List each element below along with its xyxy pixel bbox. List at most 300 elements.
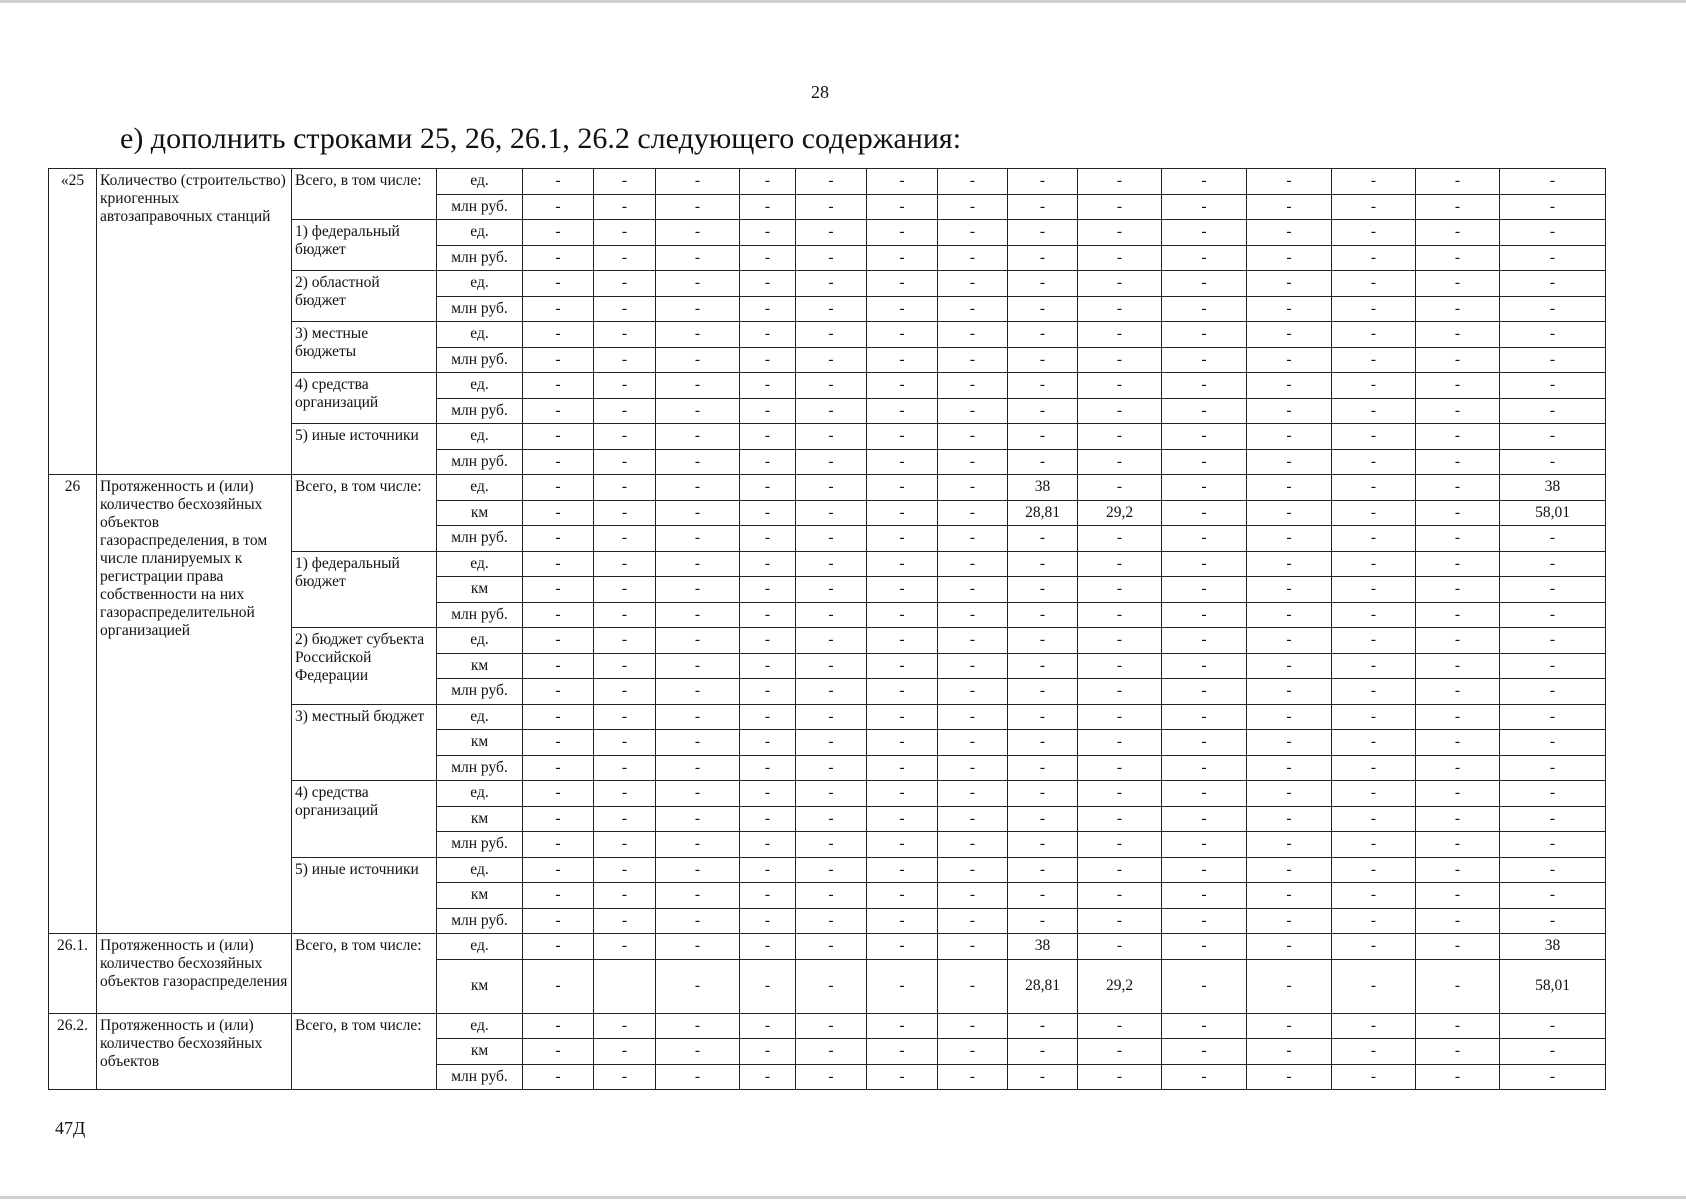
value-cell: - (1162, 730, 1247, 756)
unit-cell: млн руб. (437, 398, 523, 424)
value-cell: - (740, 373, 796, 399)
value-cell: - (523, 373, 594, 399)
value-cell: - (1500, 730, 1606, 756)
value-cell: - (523, 271, 594, 297)
value-cell: - (656, 730, 740, 756)
value-cell: - (1500, 857, 1606, 883)
value-cell: - (938, 653, 1008, 679)
value-cell: - (796, 602, 867, 628)
value-cell: - (523, 220, 594, 246)
value-cell: - (1162, 1013, 1247, 1039)
value-cell: - (867, 781, 938, 807)
value-cell: - (1247, 220, 1332, 246)
value-cell: - (1332, 194, 1416, 220)
value-cell: - (1078, 628, 1162, 654)
value-cell: - (796, 271, 867, 297)
value-cell: - (796, 322, 867, 348)
value-cell: - (1078, 577, 1162, 603)
value-cell: - (740, 1064, 796, 1090)
value-cell: - (1332, 755, 1416, 781)
value-cell: - (1416, 832, 1500, 858)
value-cell: - (1500, 806, 1606, 832)
value-cell: - (656, 806, 740, 832)
value-cell: - (740, 1013, 796, 1039)
value-cell: - (1008, 730, 1078, 756)
value-cell: - (740, 169, 796, 195)
value-cell: - (594, 424, 656, 450)
value-cell: - (1500, 781, 1606, 807)
value-cell: - (523, 449, 594, 475)
value-cell: - (1008, 245, 1078, 271)
value-cell: - (1008, 577, 1078, 603)
value-cell: - (1332, 373, 1416, 399)
value-cell: - (796, 245, 867, 271)
value-cell: - (1247, 883, 1332, 909)
value-cell: - (1247, 908, 1332, 934)
value-cell: - (594, 398, 656, 424)
value-cell: - (1008, 220, 1078, 246)
value-cell: - (796, 500, 867, 526)
value-cell: - (867, 1039, 938, 1065)
value-cell: - (867, 398, 938, 424)
value-cell: - (594, 602, 656, 628)
funding-source: 3) местные бюджеты (292, 322, 437, 373)
value-cell: - (1500, 679, 1606, 705)
value-cell: - (1162, 373, 1247, 399)
value-cell: - (523, 602, 594, 628)
value-cell: - (867, 755, 938, 781)
value-cell: - (867, 169, 938, 195)
unit-cell: ед. (437, 1013, 523, 1039)
value-cell: - (656, 934, 740, 960)
page-number: 28 (811, 82, 829, 102)
value-cell: - (1008, 857, 1078, 883)
value-cell: - (523, 398, 594, 424)
value-cell: - (1078, 602, 1162, 628)
value-cell: - (867, 577, 938, 603)
unit-cell: ед. (437, 424, 523, 450)
value-cell: - (594, 628, 656, 654)
value-cell: - (1247, 628, 1332, 654)
value-cell: - (1416, 194, 1500, 220)
value-cell: - (1247, 832, 1332, 858)
value-cell: - (1500, 755, 1606, 781)
value-cell: - (1078, 322, 1162, 348)
value-cell: - (656, 194, 740, 220)
value-cell: - (523, 245, 594, 271)
value-cell: - (656, 1064, 740, 1090)
value-cell: - (1500, 883, 1606, 909)
value-cell: - (1416, 475, 1500, 501)
value-cell: - (594, 577, 656, 603)
value-cell: - (656, 271, 740, 297)
value-cell: - (656, 959, 740, 1013)
value-cell: - (1008, 628, 1078, 654)
value-cell: - (1500, 551, 1606, 577)
value-cell: - (867, 296, 938, 322)
value-cell: - (796, 475, 867, 501)
value-cell: - (740, 908, 796, 934)
value-cell: - (1332, 449, 1416, 475)
value-cell: - (1008, 653, 1078, 679)
value-cell: 38 (1008, 934, 1078, 960)
value-cell: - (1078, 1064, 1162, 1090)
value-cell: - (867, 220, 938, 246)
value-cell: - (740, 602, 796, 628)
value-cell: - (938, 373, 1008, 399)
value-cell: - (1008, 347, 1078, 373)
unit-cell: ед. (437, 220, 523, 246)
funding-source: 4) средства организаций (292, 373, 437, 424)
value-cell: - (740, 347, 796, 373)
value-cell: - (656, 398, 740, 424)
value-cell: - (1416, 883, 1500, 909)
value-cell: - (938, 1039, 1008, 1065)
value-cell: - (867, 347, 938, 373)
value-cell: - (523, 169, 594, 195)
value-cell: - (1416, 526, 1500, 552)
value-cell: - (1500, 296, 1606, 322)
value-cell: - (1008, 398, 1078, 424)
value-cell: - (938, 526, 1008, 552)
value-cell: - (1416, 857, 1500, 883)
value-cell: - (938, 857, 1008, 883)
value-cell: - (656, 653, 740, 679)
value-cell: - (1332, 1013, 1416, 1039)
value-cell: - (1078, 271, 1162, 297)
value-cell: - (1500, 220, 1606, 246)
value-cell: - (796, 347, 867, 373)
table-row (49, 1013, 1606, 1039)
value-cell: - (740, 959, 796, 1013)
value-cell: - (938, 755, 1008, 781)
value-cell: - (1247, 577, 1332, 603)
value-cell: - (1247, 398, 1332, 424)
value-cell: - (656, 704, 740, 730)
unit-cell: млн руб. (437, 194, 523, 220)
value-cell: - (523, 730, 594, 756)
funding-source: 2) областной бюджет (292, 271, 437, 322)
table-row (49, 475, 1606, 501)
value-cell: - (938, 398, 1008, 424)
value-cell: - (523, 551, 594, 577)
value-cell: - (1078, 220, 1162, 246)
value-cell: - (1008, 908, 1078, 934)
value-cell: - (1332, 245, 1416, 271)
unit-cell: млн руб. (437, 245, 523, 271)
value-cell: - (656, 296, 740, 322)
program-indicators-table (48, 168, 1606, 1090)
value-cell: - (1078, 1013, 1162, 1039)
value-cell: - (1008, 1039, 1078, 1065)
value-cell: - (1332, 857, 1416, 883)
value-cell: - (1162, 424, 1247, 450)
value-cell: - (1162, 806, 1247, 832)
value-cell: - (1416, 296, 1500, 322)
value-cell: - (938, 908, 1008, 934)
value-cell: - (867, 500, 938, 526)
value-cell: - (1332, 475, 1416, 501)
value-cell: - (656, 1039, 740, 1065)
value-cell: - (867, 730, 938, 756)
value-cell: - (594, 551, 656, 577)
value-cell: - (1500, 1039, 1606, 1065)
value-cell: - (740, 220, 796, 246)
value-cell: - (740, 398, 796, 424)
value-cell: - (1008, 832, 1078, 858)
unit-cell: млн руб. (437, 347, 523, 373)
value-cell: - (1008, 781, 1078, 807)
value-cell: - (594, 653, 656, 679)
scan-edge-bottom (0, 1196, 1686, 1199)
value-cell: - (740, 832, 796, 858)
value-cell: - (656, 755, 740, 781)
value-cell: - (594, 730, 656, 756)
value-cell: - (656, 475, 740, 501)
value-cell: - (594, 271, 656, 297)
unit-cell: млн руб. (437, 679, 523, 705)
value-cell: - (523, 194, 594, 220)
value-cell: - (1078, 806, 1162, 832)
value-cell: - (523, 347, 594, 373)
value-cell: - (1416, 424, 1500, 450)
value-cell: - (740, 449, 796, 475)
value-cell: - (523, 1064, 594, 1090)
value-cell: - (1162, 577, 1247, 603)
value-cell: - (1247, 296, 1332, 322)
value-cell: - (1078, 475, 1162, 501)
unit-cell: км (437, 500, 523, 526)
value-cell: - (796, 832, 867, 858)
value-cell: - (1500, 653, 1606, 679)
value-cell: - (1162, 1064, 1247, 1090)
indicator-name: Протяженность и (или) количество бесхозяйных объектов газораспределения (97, 934, 292, 1014)
value-cell: - (1416, 500, 1500, 526)
value-cell: - (1247, 653, 1332, 679)
value-cell: - (594, 296, 656, 322)
value-cell: - (740, 551, 796, 577)
funding-source: 3) местный бюджет (292, 704, 437, 781)
unit-cell: млн руб. (437, 296, 523, 322)
value-cell: - (656, 577, 740, 603)
value-cell: - (938, 169, 1008, 195)
value-cell: - (1332, 781, 1416, 807)
value-cell: - (594, 194, 656, 220)
value-cell: - (594, 806, 656, 832)
value-cell: - (594, 475, 656, 501)
value-cell: - (1162, 628, 1247, 654)
value-cell: - (796, 653, 867, 679)
value-cell: - (1332, 730, 1416, 756)
value-cell: 28,81 (1008, 500, 1078, 526)
value-cell: - (1162, 296, 1247, 322)
value-cell: - (594, 373, 656, 399)
value-cell: - (740, 577, 796, 603)
value-cell: - (1416, 704, 1500, 730)
value-cell: - (796, 296, 867, 322)
value-cell: - (867, 1013, 938, 1039)
value-cell: - (1332, 577, 1416, 603)
value-cell: - (1008, 602, 1078, 628)
value-cell: - (594, 220, 656, 246)
value-cell (594, 959, 656, 1013)
value-cell: - (938, 1013, 1008, 1039)
value-cell: - (796, 857, 867, 883)
value-cell: - (1332, 398, 1416, 424)
value-cell: - (523, 653, 594, 679)
value-cell: - (796, 220, 867, 246)
value-cell: - (1247, 194, 1332, 220)
value-cell: - (867, 475, 938, 501)
value-cell: - (1416, 908, 1500, 934)
value-cell: - (938, 220, 1008, 246)
value-cell: - (938, 245, 1008, 271)
value-cell: - (1078, 296, 1162, 322)
value-cell: - (523, 781, 594, 807)
value-cell: - (1500, 449, 1606, 475)
row-number: 26.2. (49, 1013, 97, 1090)
unit-cell: млн руб. (437, 755, 523, 781)
value-cell: - (523, 934, 594, 960)
value-cell: - (656, 1013, 740, 1039)
value-cell: - (796, 908, 867, 934)
value-cell: - (796, 194, 867, 220)
value-cell: - (1416, 1064, 1500, 1090)
value-cell: - (796, 526, 867, 552)
unit-cell: ед. (437, 704, 523, 730)
value-cell: - (1162, 347, 1247, 373)
value-cell: - (867, 194, 938, 220)
value-cell: - (938, 475, 1008, 501)
value-cell: - (1247, 271, 1332, 297)
value-cell: - (1008, 806, 1078, 832)
value-cell: - (523, 475, 594, 501)
value-cell: - (656, 781, 740, 807)
value-cell: - (1078, 832, 1162, 858)
value-cell: - (1162, 194, 1247, 220)
value-cell: - (1332, 526, 1416, 552)
value-cell: - (740, 424, 796, 450)
value-cell: - (523, 857, 594, 883)
value-cell: - (594, 347, 656, 373)
value-cell: - (1247, 551, 1332, 577)
value-cell: - (656, 551, 740, 577)
value-cell: - (867, 857, 938, 883)
value-cell: - (523, 755, 594, 781)
value-cell: - (1078, 857, 1162, 883)
value-cell: - (1162, 526, 1247, 552)
value-cell: - (1332, 959, 1416, 1013)
value-cell: - (740, 475, 796, 501)
value-cell: - (1162, 602, 1247, 628)
value-cell: - (796, 628, 867, 654)
value-cell: - (1247, 959, 1332, 1013)
unit-cell: ед. (437, 857, 523, 883)
value-cell: - (656, 322, 740, 348)
value-cell: - (740, 730, 796, 756)
value-cell: - (938, 628, 1008, 654)
value-cell: - (523, 296, 594, 322)
value-cell: - (1078, 424, 1162, 450)
value-cell: 38 (1008, 475, 1078, 501)
value-cell: - (1162, 755, 1247, 781)
value-cell: - (523, 679, 594, 705)
unit-cell: км (437, 653, 523, 679)
unit-cell: ед. (437, 551, 523, 577)
value-cell: - (1162, 398, 1247, 424)
value-cell: - (867, 271, 938, 297)
value-cell: - (1162, 704, 1247, 730)
value-cell: - (938, 424, 1008, 450)
value-cell: - (1008, 449, 1078, 475)
value-cell: - (1247, 373, 1332, 399)
value-cell: - (1332, 704, 1416, 730)
value-cell: - (656, 857, 740, 883)
value-cell: - (1078, 679, 1162, 705)
value-cell: - (796, 169, 867, 195)
indicator-name: Протяженность и (или) количество бесхозяйных объектов газораспределения, в том числе планируемых к регистрации права собственности на них газораспределительной организацией (97, 475, 292, 934)
value-cell: - (1078, 551, 1162, 577)
value-cell: - (594, 908, 656, 934)
value-cell: - (938, 679, 1008, 705)
value-cell: - (1332, 500, 1416, 526)
value-cell: - (1416, 806, 1500, 832)
value-cell: - (1008, 551, 1078, 577)
value-cell: - (867, 449, 938, 475)
value-cell: - (1332, 908, 1416, 934)
value-cell: - (740, 781, 796, 807)
value-cell: - (796, 704, 867, 730)
unit-cell: км (437, 1039, 523, 1065)
value-cell: - (1500, 628, 1606, 654)
row-number: «25 (49, 169, 97, 475)
value-cell: - (656, 449, 740, 475)
value-cell: - (656, 347, 740, 373)
funding-source: Всего, в том числе: (292, 1013, 437, 1090)
value-cell: - (1416, 602, 1500, 628)
indicator-name: Количество (строительство) криогенных автозаправочных станций (97, 169, 292, 475)
value-cell: - (523, 908, 594, 934)
value-cell: - (1247, 730, 1332, 756)
value-cell: - (1416, 577, 1500, 603)
value-cell: - (1247, 1039, 1332, 1065)
value-cell: - (1500, 704, 1606, 730)
funding-source: 1) федеральный бюджет (292, 551, 437, 628)
value-cell: - (523, 424, 594, 450)
funding-source: Всего, в том числе: (292, 475, 437, 552)
value-cell: - (938, 806, 1008, 832)
unit-cell: ед. (437, 628, 523, 654)
value-cell: - (1500, 424, 1606, 450)
funding-source: Всего, в том числе: (292, 934, 437, 1014)
value-cell: - (1162, 679, 1247, 705)
value-cell: - (1162, 551, 1247, 577)
value-cell: - (740, 296, 796, 322)
value-cell: - (938, 271, 1008, 297)
value-cell: - (1247, 781, 1332, 807)
value-cell: - (938, 577, 1008, 603)
unit-cell: км (437, 730, 523, 756)
value-cell: - (740, 857, 796, 883)
value-cell: - (1332, 1039, 1416, 1065)
value-cell: - (796, 577, 867, 603)
value-cell: - (938, 551, 1008, 577)
value-cell: - (656, 500, 740, 526)
value-cell: - (938, 347, 1008, 373)
value-cell: - (1332, 883, 1416, 909)
value-cell: - (594, 755, 656, 781)
value-cell: - (1162, 934, 1247, 960)
